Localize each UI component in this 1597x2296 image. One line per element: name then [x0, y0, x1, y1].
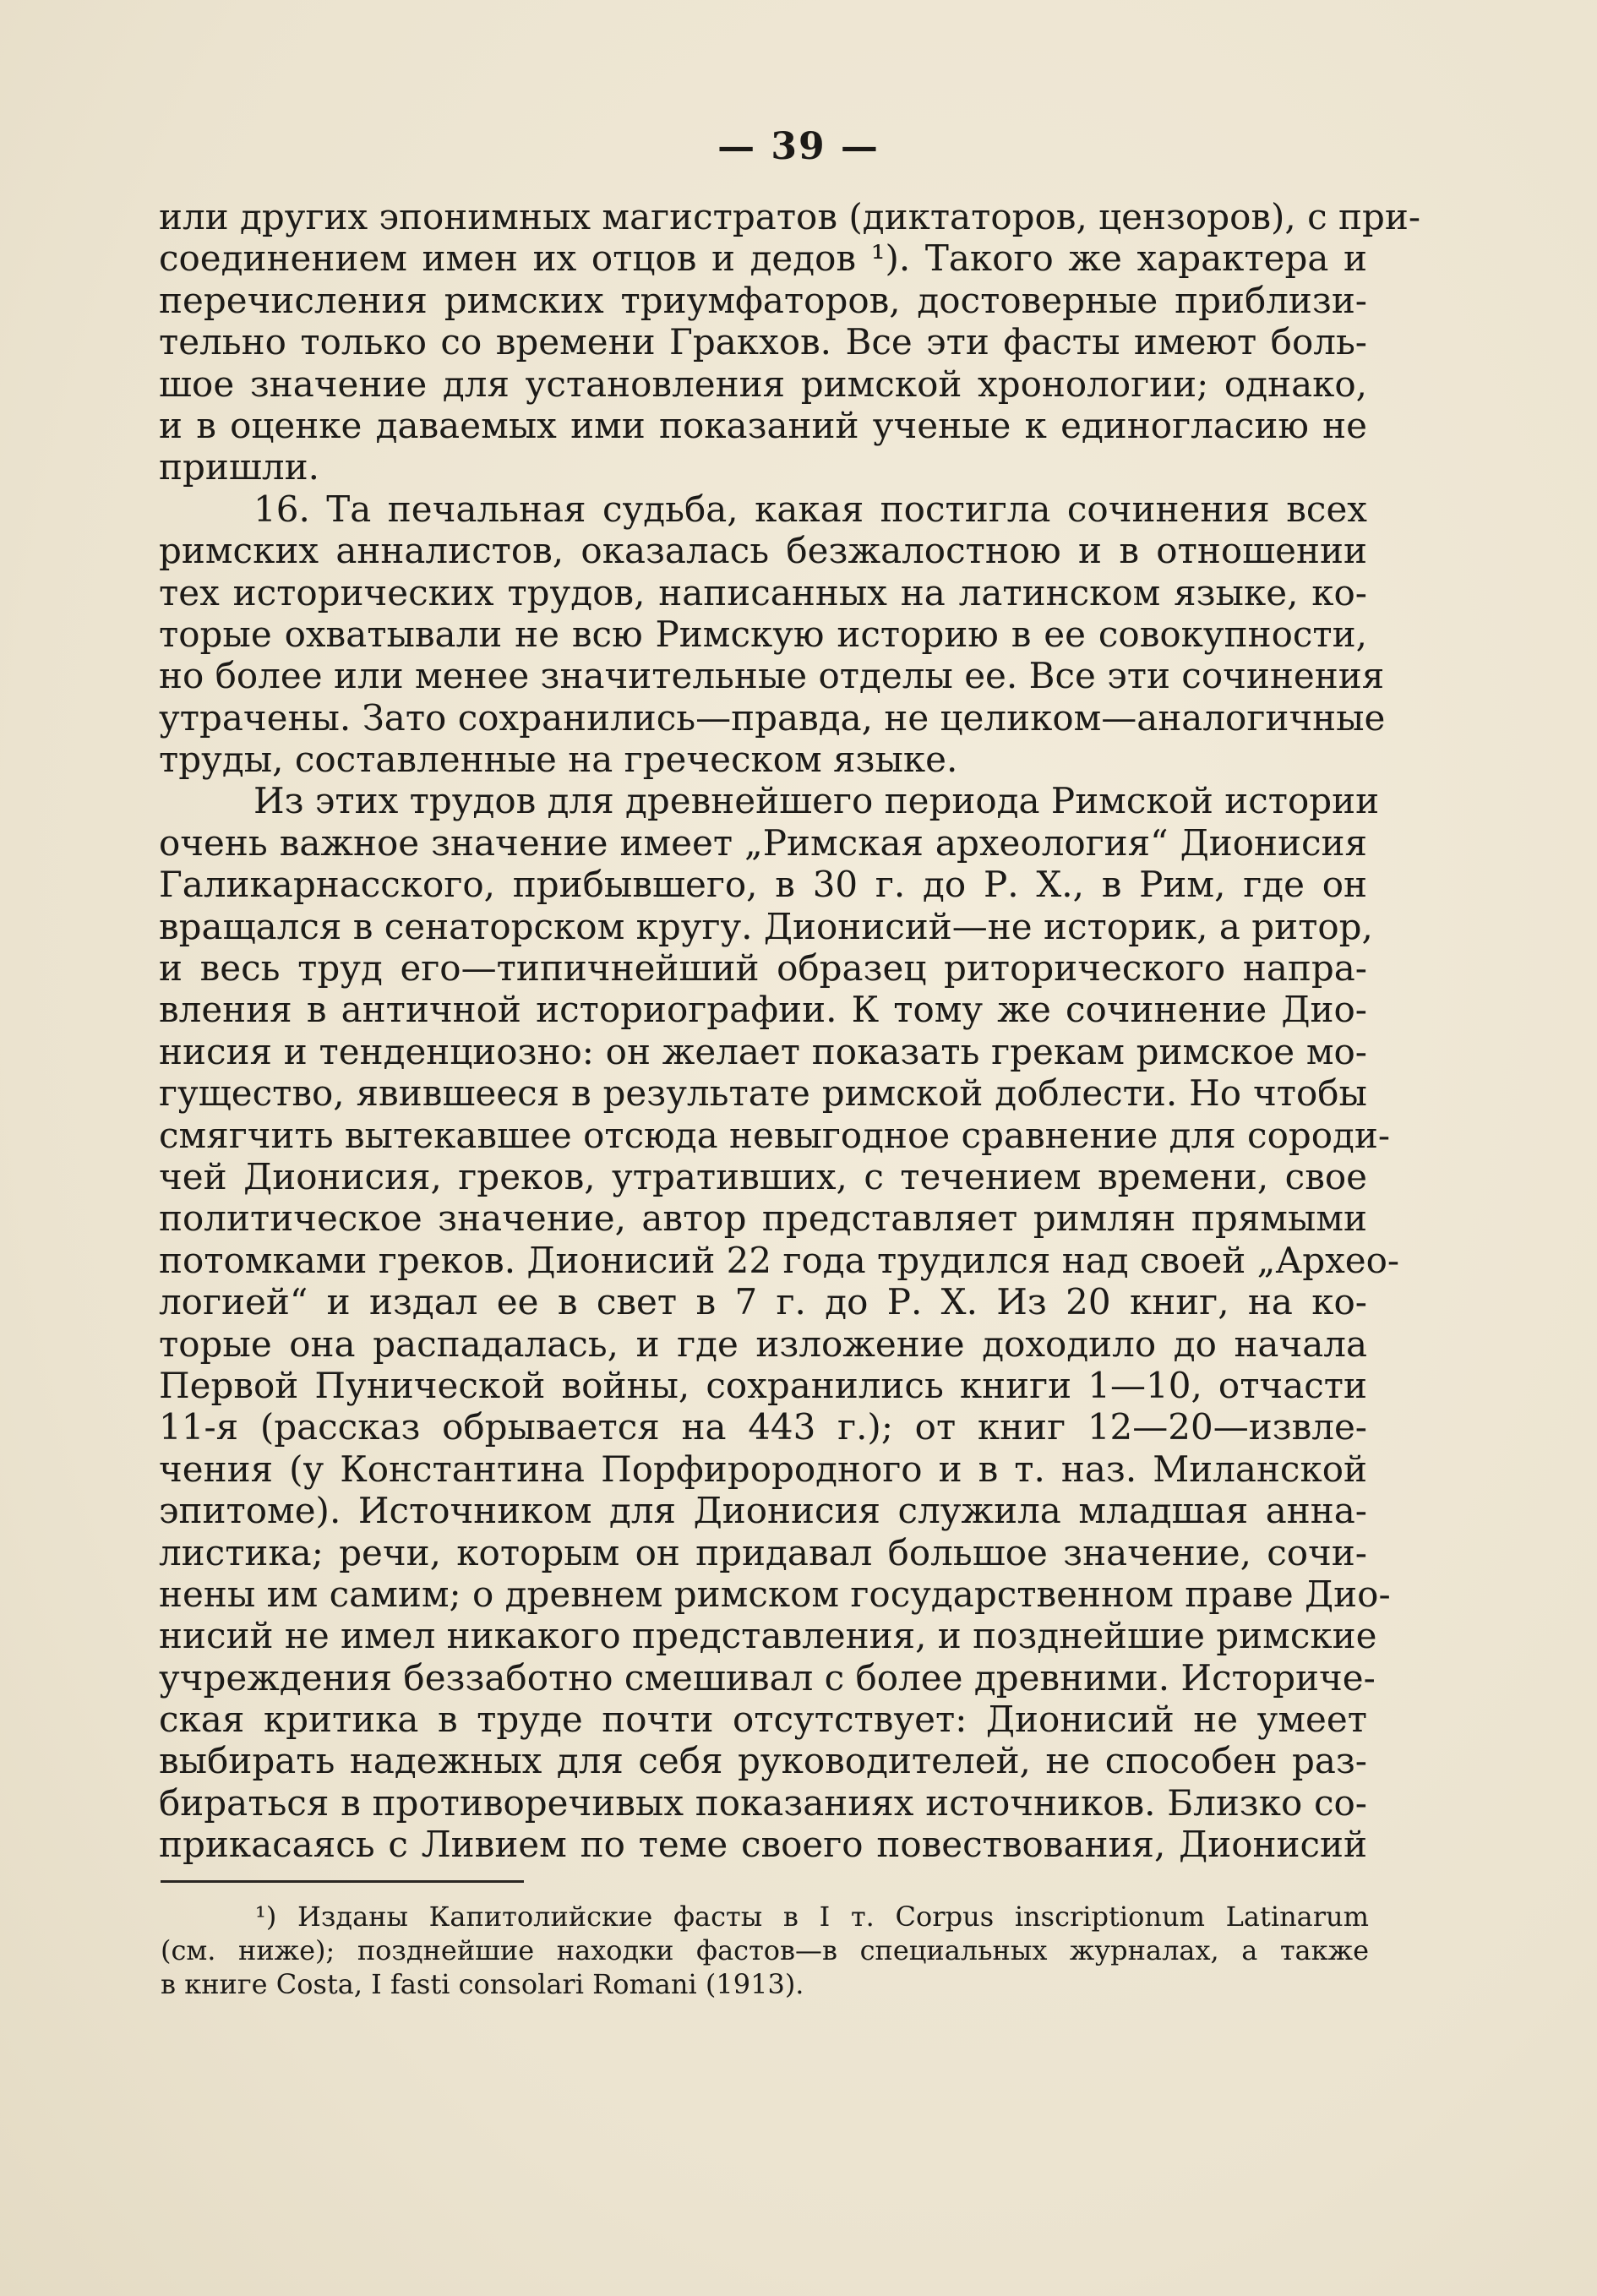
text-line: шое значение для установления римской хронологии; однако, — [159, 363, 1367, 405]
text-line: или других эпонимных магистратов (диктаторов, цензоров), с при- — [159, 196, 1421, 237]
text-line: Первой Пунической войны, сохранились книги 1—10, отчасти — [159, 1364, 1367, 1406]
footnote-line: в книге Costa, I fasti consolari Romani (1913). — [161, 1968, 804, 2000]
text-line: перечисления римских триумфаторов, достоверные приблизи- — [159, 279, 1367, 321]
text-line: торые она распадалась, и где изложение доходило до начала — [159, 1323, 1367, 1365]
footnote-line: ¹) Изданы Капитолийские фасты в I т. Corpus inscriptionum Latinarum — [255, 1901, 1370, 1933]
text-line: и в оценке даваемых ими показаний ученые к единогласию не — [159, 404, 1367, 446]
text-line: торые охватывали не всю Римскую историю в ее совокупности, — [159, 613, 1367, 655]
text-line: нены им самим; о древнем римском государственном праве Дио- — [159, 1573, 1391, 1615]
paragraph-start-line: 16. Та печальная судьба, какая постигла сочинения всех — [253, 488, 1367, 530]
text-line: вления в античной историографии. К тому же сочинение Дио- — [159, 989, 1367, 1031]
text-line: тельно только со времени Гракхов. Все эти фасты имеют боль- — [159, 321, 1367, 363]
text-line: утрачены. Зато сохранились—правда, не целиком—аналогичные — [159, 696, 1386, 739]
text-line: чей Дионисия, греков, утративших, с течением времени, свое — [159, 1155, 1367, 1197]
text-line: римских анналистов, оказалась безжалостною и в отношении — [159, 530, 1367, 572]
text-line: потомками греков. Дионисий 22 года трудился над своей „Архео- — [159, 1239, 1400, 1281]
text-line: тех исторических трудов, написанных на латинском языке, ко- — [159, 571, 1367, 614]
text-line: смягчить вытекавшее отсюда невыгодное сравнение для сороди- — [159, 1114, 1391, 1156]
footnotes — [161, 1900, 1369, 2001]
text-line: бираться в противоречивых показаниях источников. Близко со- — [159, 1781, 1367, 1824]
text-line: 11-я (рассказ обрывается на 443 г.); от книг 12—20—извле- — [159, 1406, 1367, 1448]
text-line: эпитоме). Источником для Дионисия служила младшая анна- — [159, 1490, 1367, 1532]
text-line: вращался в сенаторском кругу. Дионисий—не историк, а ритор, — [159, 905, 1373, 947]
text-line: пришли. — [159, 446, 319, 488]
text-line: логией“ и издал ее в свет в 7 г. до Р. Х. Из 20 книг, на ко- — [159, 1281, 1367, 1323]
text-line: политическое значение, автор представляет римлян прямыми — [159, 1197, 1367, 1240]
text-line: очень важное значение имеет „Римская археология“ Дионисия — [159, 821, 1367, 864]
body-text — [159, 196, 1421, 1866]
text-line: ская критика в труде почти отсутствует: Дионисий не умеет — [159, 1699, 1367, 1741]
text-line: гущество, явившееся в результате римской доблести. Но чтобы — [159, 1072, 1367, 1115]
text-line: соединением имен их отцов и дедов ¹). Такого же характера и — [159, 237, 1367, 280]
page-number: — 39 — — [717, 125, 880, 168]
text-line: нисий не имел никакого представления, и позднейшие римские — [159, 1615, 1377, 1657]
text-line: но более или менее значительные отделы ее. Все эти сочинения — [159, 655, 1385, 697]
text-line: и весь труд его—типичнейший образец риторического напра- — [159, 947, 1367, 990]
text-line: листика; речи, которым он придавал большое значение, сочи- — [159, 1531, 1367, 1573]
text-line: прикасаясь с Ливием по теме своего повествования, Дионисий — [159, 1824, 1367, 1866]
text-line: выбирать надежных для себя руководителей, не способен раз- — [159, 1740, 1367, 1782]
text-line: чения (у Константина Порфирородного и в т. наз. Миланской — [159, 1448, 1367, 1490]
text-line: Галикарнасского, прибывшего, в 30 г. до Р. Х., в Рим, где он — [159, 864, 1367, 906]
text-line: труды, составленные на греческом языке. — [159, 739, 958, 781]
footnote-divider — [161, 1880, 524, 1883]
text-line: учреждения беззаботно смешивал с более древними. Историче- — [159, 1656, 1376, 1699]
paragraph-start-line: Из этих трудов для древнейшего периода Римской истории — [253, 780, 1380, 822]
text-line: нисия и тенденциозно: он желает показать грекам римское мо- — [159, 1030, 1367, 1072]
footnote-line: (см. ниже); позднейшие находки фастов—в специальных журналах, а также — [161, 1934, 1369, 1966]
